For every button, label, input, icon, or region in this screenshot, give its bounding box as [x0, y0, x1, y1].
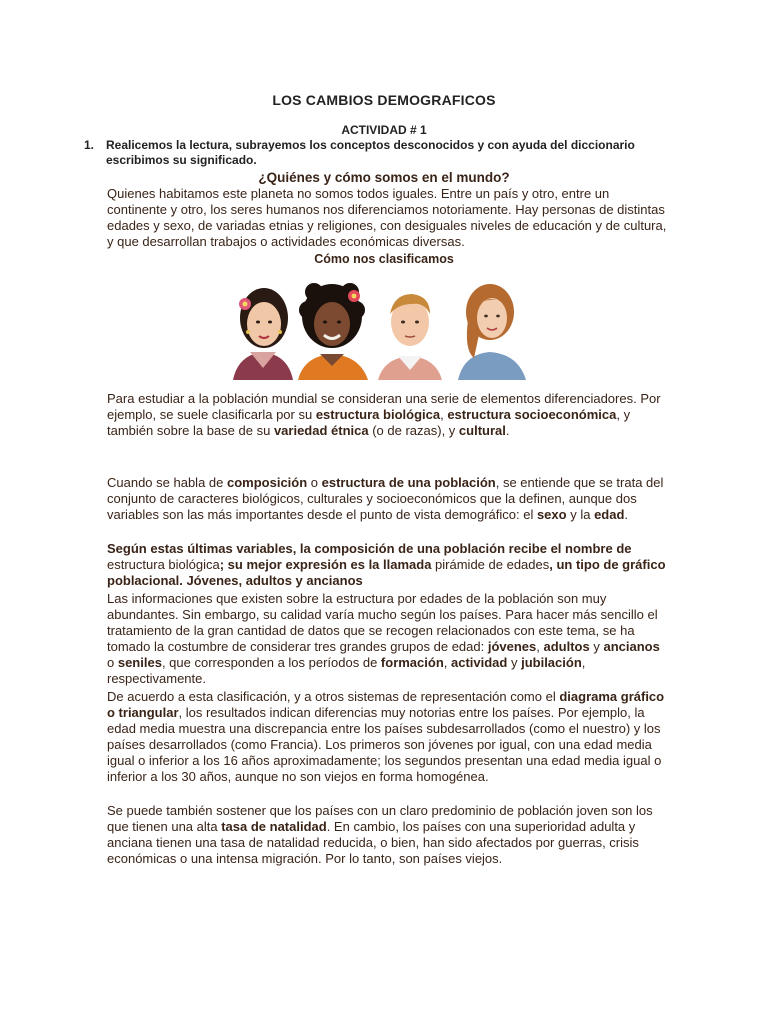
paragraph-birth-rate	[107, 803, 667, 867]
p2-text-f: .	[505, 423, 510, 438]
p4-text-d: y	[589, 639, 604, 654]
term-estructura-poblacion: estructura de una población	[321, 475, 496, 490]
people-illustration	[228, 270, 528, 380]
term-tasa-natalidad: tasa de natalidad	[221, 819, 327, 834]
p2-text-a: Para estudiar a la población mundial se consideran una serie de elementos diferenciadores. Por ejemplo, se suele clasificarla por su	[107, 391, 661, 422]
p2-text-e: (o de razas), y	[368, 423, 459, 438]
p4-text-c: ,	[536, 639, 544, 654]
p3-text-e: y la	[566, 507, 595, 522]
activity-heading: ACTIVIDAD # 1	[341, 123, 427, 137]
person-1-figure	[233, 288, 293, 380]
term-actividad: actividad	[451, 655, 508, 670]
p2-text-d: , y también sobre la base de su	[107, 407, 631, 438]
p4-text-f: , que corresponden a los períodos de	[161, 655, 381, 670]
instruction-number: 1.	[84, 138, 95, 152]
term-estructura-socioeconomica: estructura socioeconómica	[447, 407, 617, 422]
paragraph-age-groups	[107, 591, 667, 687]
p5-text-c: , los resultados indican diferencias muy notorias entre los países. Por ejemplo, la edad media muestra una discrepancia entre los países subdesarrollados (como el nuestro) y los países desarrollados (como Francia). Los primeros son jóvenes por igual, con una edad media igual o inferior a los 16 años aproximadamente; los segundos presentan una edad media igual o inferior a los 30 años, aunque no son viejos en forma homogénea.	[107, 705, 662, 784]
p3-text-d: , se entiende que se trata del conjunto de caracteres biológicos, culturales y socioeconómicos que la definen, aunque dos variables son las más importantes desde el punto de vista demográfico: el	[107, 475, 664, 522]
paragraph-classification	[107, 391, 667, 439]
term-formacion: formación	[380, 655, 444, 670]
p2-text-c: ,	[440, 407, 448, 422]
p3b-bold-2: ; su mejor expresión es la llamada	[219, 557, 432, 572]
paragraph-composition	[107, 475, 667, 523]
term-adultos: adultos	[543, 639, 590, 654]
p4-text-a: Las informaciones que existen sobre la estructura por edades de la población son muy abundantes. Sin embargo, su calidad varía mucho según los países. Para hacer más sencillo el tratamiento de la gran cantidad de datos que se recogen relacionados con este tema, se ha tomado la costumbre de considerar tres grandes grupos de edad:	[107, 591, 658, 654]
p3-text-c: o	[307, 475, 322, 490]
term-seniles: seniles	[117, 655, 162, 670]
term-diagrama-triangular: diagrama gráfico o triangular	[107, 689, 665, 720]
document-title: LOS CAMBIOS DEMOGRAFICOS	[272, 92, 496, 108]
person-4-figure	[458, 284, 526, 380]
term-composicion: composición	[226, 475, 308, 490]
paragraph-intro: Quienes habitamos este planeta no somos todos iguales. Entre un país y otro, entre un continente y otro, los seres humanos nos diferenciamos notoriamente. Hay personas de distintas edades y sexo, de variadas etnias y religiones, con desiguales niveles de educación y de cultura, y que desarrollan trabajos o actividades económicas diversas.	[107, 186, 667, 249]
p3-text-a: Cuando se habla de	[107, 475, 227, 490]
p6-text-a: Se puede también sostener que los países con un claro predominio de población joven son los que tienen una alta	[107, 803, 653, 834]
term-edad: edad	[594, 507, 625, 522]
term-cultural: cultural	[458, 423, 506, 438]
p3b-text-a: estructura biológica	[107, 557, 220, 572]
p5-text-a: De acuerdo a esta clasificación, y a otros sistemas de representación como el	[107, 689, 560, 704]
term-jubilacion: jubilación	[521, 655, 582, 670]
person-3-figure	[378, 294, 442, 380]
term-variedad-etnica: variedad étnica	[273, 423, 369, 438]
p6-text-c: . En cambio, los países con una superioridad adulta y anciana tienen una tasa de natalidad reducida, o bien, han sido afectados por guerras, crisis económicas o una intensa migración. Por lo tanto, son países viejos.	[107, 819, 639, 866]
p3b-text-c: pirámide de edades	[431, 557, 550, 572]
p4-text-h: y	[507, 655, 522, 670]
term-sexo: sexo	[536, 507, 567, 522]
p4-text-e: o	[107, 655, 118, 670]
paragraph-differences	[107, 689, 667, 785]
p4-text-g: ,	[443, 655, 451, 670]
term-estructura-biologica: estructura biológica	[315, 407, 441, 422]
section-subheading: Cómo nos clasificamos	[314, 252, 454, 266]
p3-text-f: .	[624, 507, 629, 522]
instruction-text: Realicemos la lectura, subrayemos los conceptos desconocidos y con ayuda del diccionario escribimos su significado.	[106, 138, 635, 167]
term-jovenes: jóvenes	[487, 639, 537, 654]
section-question: ¿Quiénes y cómo somos en el mundo?	[258, 170, 510, 185]
paragraph-pyramid	[107, 541, 667, 589]
p4-text-i: , respectivamente.	[107, 655, 586, 686]
person-2-figure	[298, 283, 368, 380]
term-ancianos: ancianos	[603, 639, 660, 654]
p3b-bold-1: Según estas últimas variables, la composición de una población recibe el nombre de	[107, 541, 632, 556]
p3b-bold-3: , un tipo de gráfico poblacional. Jóvenes, adultos y ancianos	[107, 557, 666, 588]
